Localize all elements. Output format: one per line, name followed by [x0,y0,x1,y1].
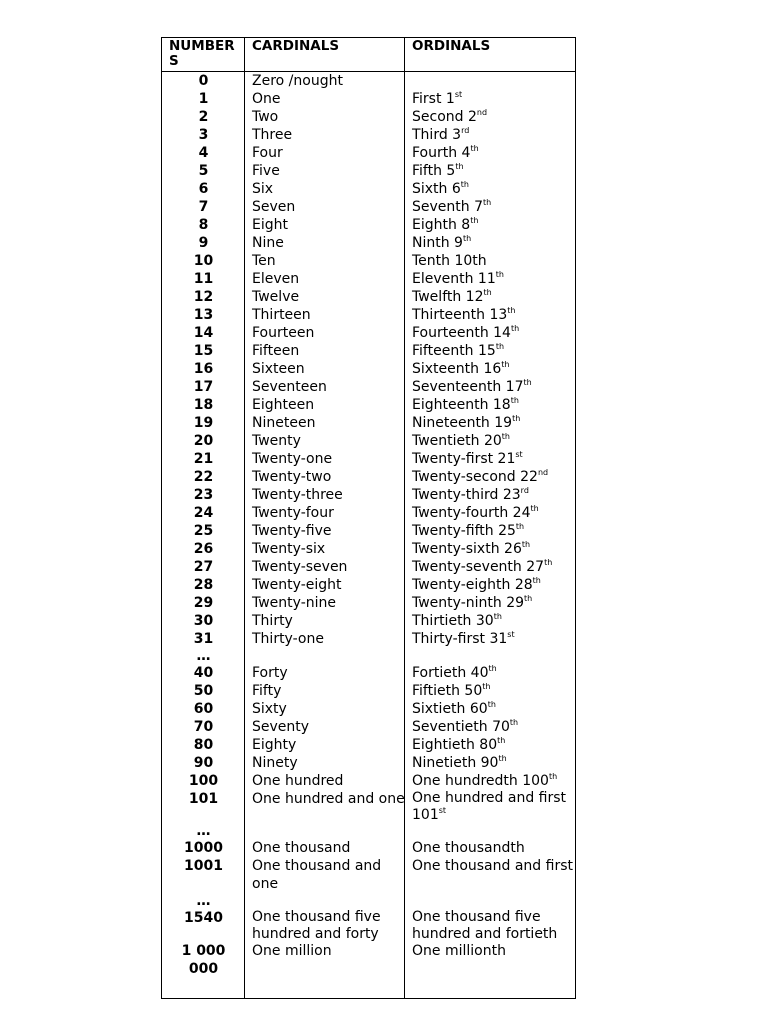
ordinal-suffix: th [487,700,496,709]
table-row [162,893,575,909]
table-row [162,700,575,718]
ordinal-suffix: th [501,360,510,369]
number-cell: 0 [198,73,209,89]
cardinal-cell: Seventy [252,719,310,735]
ordinal-cell [405,126,575,144]
ordinal-cell [405,180,575,198]
number-cell: 23 [193,487,214,503]
header-cardinals: CARDINALS [245,38,405,71]
table-row [162,468,575,486]
cardinal-cell: Six [252,181,274,197]
cardinal-cell: Twenty-nine [252,595,336,611]
ordinal-suffix: nd [476,108,488,117]
ordinal-text: Twenty-fifth 25 [412,523,516,539]
ordinal-suffix: th [498,754,507,763]
ordinal-suffix: th [455,162,464,171]
number-cell: 3 [198,127,209,143]
ordinal-text: One hundredth 100 [412,773,549,789]
table-row [162,342,575,360]
ordinal-suffix: th [548,772,558,781]
table-row [162,324,575,342]
table-row [162,234,575,252]
cardinal-cell: Twenty-four [252,505,334,521]
ordinal-cell [405,857,575,893]
ordinal-suffix: th [524,594,533,603]
number-cell: 5 [198,163,209,179]
ordinal-text: Fifteenth 15 [412,343,496,359]
ordinal-cell [405,90,575,108]
ordinal-cell [405,378,575,396]
ordinal-suffix: th [521,540,531,549]
ordinal-text: Thirty-first 31 [412,631,508,647]
ordinal-suffix: rd [461,126,470,135]
ordinal-text: Eighteenth 18 [412,397,511,413]
cardinal-cell: One thousand [252,840,351,856]
ordinal-suffix: th [510,396,519,405]
number-cell: 25 [193,523,214,539]
number-cell: 80 [193,737,214,753]
ordinal-suffix: th [512,414,521,423]
ordinal-text: Ninth 9 [412,235,463,251]
table-row [162,839,575,857]
cardinal-cell: Thirty-one [252,631,324,647]
number-cell: 100 [188,773,219,789]
ordinal-cell [405,736,575,754]
ordinal-cell [405,909,575,942]
number-cell: 1 [198,91,209,107]
ordinal-text: Fourteenth 14 [412,325,511,341]
ordinal-suffix: st [507,630,515,639]
ordinal-cell [405,270,575,288]
cardinal-cell: Eight [252,217,288,233]
ordinal-text: Twenty-second 22 [412,469,538,485]
ordinal-suffix: th [460,180,469,189]
ordinal-text: Ninetieth 90 [412,755,499,771]
cardinal-cell: Twenty [252,433,301,449]
ordinal-cell [405,360,575,378]
number-cell: 10 [193,253,214,269]
ordinal-text: Twenty-sixth 26 [412,541,522,557]
table-row [162,857,575,893]
table-row [162,664,575,682]
ordinal-suffix: th [470,216,479,225]
ordinal-cell [405,942,575,978]
ordinal-suffix: th [470,144,479,153]
ordinal-cell [405,306,575,324]
table-row [162,682,575,700]
ordinal-cell [405,234,575,252]
ordinal-text: Third 3 [412,127,462,143]
cardinal-cell: Sixteen [252,361,305,377]
table-row [162,823,575,839]
cardinal-cell: One hundred [252,773,344,789]
cardinal-cell: One thousand five hundred and forty [252,909,381,942]
table-row [162,754,575,772]
table-row [162,522,575,540]
table-row [162,432,575,450]
ordinal-cell [405,558,575,576]
cardinal-cell: Three [252,127,293,143]
ordinal-suffix: th [497,736,506,745]
table-row [162,180,575,198]
ordinal-text: First 1 [412,91,455,107]
ordinal-cell [405,288,575,306]
cardinal-cell: Four [252,145,283,161]
table-row [162,790,575,823]
number-cell: 24 [193,505,214,521]
cardinal-cell [245,823,405,839]
ordinal-suffix: st [454,90,463,99]
number-cell: 19 [193,415,214,431]
ordinal-cell [405,839,575,857]
number-cell: … [196,893,211,909]
table-row [162,306,575,324]
table-row [162,486,575,504]
number-cell: 14 [193,325,214,341]
table-row [162,942,575,978]
number-cell: 40 [193,665,214,681]
number-cell: 60 [193,701,214,717]
ordinal-suffix: th [515,522,525,531]
ordinal-text: Twenty-eighth 28 [412,577,533,593]
ordinal-cell [405,594,575,612]
number-cell: 28 [193,577,214,593]
number-cell: 2 [198,109,209,125]
table-row [162,558,575,576]
number-cell: 16 [193,361,214,377]
ordinal-cell [405,450,575,468]
table-body [162,72,575,978]
ordinal-suffix: th [507,306,516,315]
ordinal-text: One thousand and first [412,858,573,874]
table-row [162,772,575,790]
number-cell: 1000 [184,840,223,856]
ordinal-cell [405,522,575,540]
ordinal-suffix: th [493,612,502,621]
ordinal-text: Twenty-seventh 27 [412,559,545,575]
number-cell: 1 000 000 [181,943,226,977]
number-cell: 50 [193,683,214,699]
table-row [162,360,575,378]
cardinal-cell: Two [252,109,279,125]
ordinal-text: Twenty-ninth 29 [412,595,525,611]
ordinal-text: Fiftieth 50 [412,683,483,699]
table-row [162,612,575,630]
cardinal-cell: One hundred and one [252,791,405,807]
ordinal-cell [405,144,575,162]
table-row [162,396,575,414]
ordinal-suffix: rd [520,486,529,495]
cardinal-cell: Twenty-two [252,469,332,485]
table-row [162,108,575,126]
cardinal-cell: Twenty-seven [252,559,348,575]
ordinal-cell [405,718,575,736]
ordinal-suffix: th [483,198,492,207]
ordinal-text: Fortieth 40 [412,665,489,681]
ordinal-text: Second 2 [412,109,477,125]
number-cell: 90 [193,755,214,771]
cardinal-cell: Eighty [252,737,297,753]
ordinal-cell [405,504,575,522]
ordinal-text: One thousand five hundred and fortieth [412,909,558,942]
ordinal-suffix: th [482,682,491,691]
header-ordinals: ORDINALS [412,38,491,54]
number-cell: … [196,648,211,664]
table-row [162,90,575,108]
ordinal-cell [405,664,575,682]
cardinal-cell: Twenty-one [252,451,333,467]
ordinal-text: One hundred and first 101 [412,790,567,823]
cardinal-cell: Ninety [252,755,298,771]
ordinal-cell [405,700,575,718]
cardinal-cell [245,893,405,909]
number-cell: 29 [193,595,214,611]
cardinal-cell: Five [252,163,280,179]
ordinal-text: Sixteenth 16 [412,361,502,377]
number-cell: 17 [193,379,214,395]
cardinal-cell: Zero /nought [252,73,343,89]
ordinal-text: Nineteenth 19 [412,415,513,431]
ordinal-cell [405,342,575,360]
table-row [162,270,575,288]
table-row [162,718,575,736]
ordinal-text: Twentieth 20 [412,433,502,449]
number-cell: 27 [193,559,214,575]
ordinal-suffix: th [462,234,472,243]
ordinal-text: Twenty-third 23 [412,487,521,503]
cardinal-cell: Fourteen [252,325,315,341]
table-row [162,378,575,396]
cardinal-cell: Ten [252,253,276,269]
table-header [162,38,575,72]
number-cell: 6 [198,181,209,197]
table-row [162,144,575,162]
table-row [162,648,575,664]
table-row [162,504,575,522]
ordinal-cell [405,772,575,790]
number-cell: 1540 [184,910,223,926]
ordinal-cell [405,108,575,126]
ordinal-cell [405,648,575,664]
table-row [162,450,575,468]
cardinal-cell: One million [252,943,332,959]
ordinal-text: Twelfth 12 [412,289,484,305]
table-row [162,540,575,558]
number-cell: 4 [198,145,209,161]
ordinal-suffix: nd [537,468,549,477]
cardinal-cell: Twenty-five [252,523,332,539]
ordinal-suffix: th [501,432,511,441]
table-row [162,216,575,234]
ordinal-suffix: th [530,504,539,513]
ordinal-suffix: th [495,270,504,279]
number-cell: 26 [193,541,214,557]
ordinal-cell [405,893,575,909]
ordinal-suffix: th [495,342,505,351]
table-row [162,630,575,648]
ordinal-cell [405,198,575,216]
number-cell: 7 [198,199,209,215]
cardinal-cell: Twenty-six [252,541,326,557]
ordinal-text: Twenty-fourth 24 [412,505,531,521]
ordinal-suffix: th [483,288,492,297]
number-cell: 8 [198,217,209,233]
ordinal-cell [405,540,575,558]
ordinal-text: Twenty-first 21 [412,451,516,467]
ordinal-text: Fourth 4 [412,145,471,161]
number-cell: 30 [193,613,214,629]
table-row [162,162,575,180]
cardinal-cell: Forty [252,665,288,681]
ordinal-cell [405,414,575,432]
table-row [162,576,575,594]
ordinal-text: Seventeenth 17 [412,379,524,395]
cardinal-cell: Seventeen [252,379,327,395]
table-row [162,72,575,90]
table-row [162,594,575,612]
ordinal-cell [405,162,575,180]
number-cell: 22 [193,469,214,485]
ordinal-suffix: st [515,450,523,459]
number-cell: … [196,823,211,839]
table-row [162,252,575,270]
ordinal-suffix: th [509,718,519,727]
ordinal-text: Eleventh 11 [412,271,496,287]
cardinal-cell: Seven [252,199,296,215]
ordinal-suffix: th [488,664,497,673]
number-cell: 20 [193,433,214,449]
ordinal-cell [405,576,575,594]
ordinal-suffix: st [438,805,447,815]
table-row [162,909,575,942]
ordinal-cell [405,216,575,234]
ordinal-suffix: th [523,378,532,387]
ordinal-text: Sixtieth 60 [412,701,488,717]
ordinal-suffix: th [510,324,520,333]
table-row [162,736,575,754]
number-cell: 15 [193,343,214,359]
ordinal-suffix: th [532,576,541,585]
ordinal-text: One millionth [412,943,506,959]
ordinal-cell [405,72,575,90]
cardinal-cell: Eighteen [252,397,315,413]
table-row [162,198,575,216]
ordinal-cell [405,432,575,450]
ordinal-cell [405,486,575,504]
cardinal-cell: Fifteen [252,343,300,359]
header-numbers: NUMBERS [162,38,245,71]
cardinal-cell: Twenty-three [252,487,343,503]
number-cell: 18 [193,397,214,413]
ordinal-suffix: th [544,558,553,567]
number-cell: 31 [193,631,214,647]
ordinal-text: Seventieth 70 [412,719,510,735]
ordinal-cell [405,252,575,270]
number-cell: 11 [193,271,214,287]
ordinal-cell [405,468,575,486]
cardinal-cell: Fifty [252,683,282,699]
numbers-table [161,37,576,999]
cardinal-cell: Eleven [252,271,300,287]
ordinal-text: Fifth 5 [412,163,456,179]
ordinal-text: One thousandth [412,840,525,856]
cardinal-cell: Twelve [252,289,300,305]
table-row [162,126,575,144]
ordinal-text: Thirtieth 30 [412,613,494,629]
number-cell: 70 [193,719,214,735]
ordinal-cell [405,630,575,648]
cardinal-cell: Thirty [252,613,293,629]
table-row [162,288,575,306]
cardinal-cell: Twenty-eight [252,577,342,593]
ordinal-cell [405,324,575,342]
cardinal-cell [245,648,405,664]
ordinal-cell [405,754,575,772]
number-cell: 21 [193,451,214,467]
ordinal-text: Eighth 8 [412,217,471,233]
ordinal-cell [405,612,575,630]
ordinal-cell [405,682,575,700]
ordinal-text: Eightieth 80 [412,737,498,753]
ordinal-text: Thirteenth 13 [412,307,508,323]
number-cell: 1001 [184,858,223,874]
ordinal-cell [405,396,575,414]
ordinal-cell [405,823,575,839]
cardinal-cell: Thirteen [252,307,311,323]
cardinal-cell: One thousand and one [252,858,382,892]
number-cell: 12 [193,289,214,305]
number-cell: 13 [193,307,214,323]
ordinal-text: Sixth 6 [412,181,461,197]
cardinal-cell: One [252,91,281,107]
cardinal-cell: Nine [252,235,284,251]
ordinal-cell [405,790,575,823]
cardinal-cell: Sixty [252,701,287,717]
cardinal-cell: Nineteen [252,415,316,431]
table-row [162,414,575,432]
ordinal-text: Seventh 7 [412,199,483,215]
ordinal-text: Tenth 10th [412,253,487,269]
number-cell: 9 [198,235,209,251]
number-cell: 101 [188,791,219,807]
